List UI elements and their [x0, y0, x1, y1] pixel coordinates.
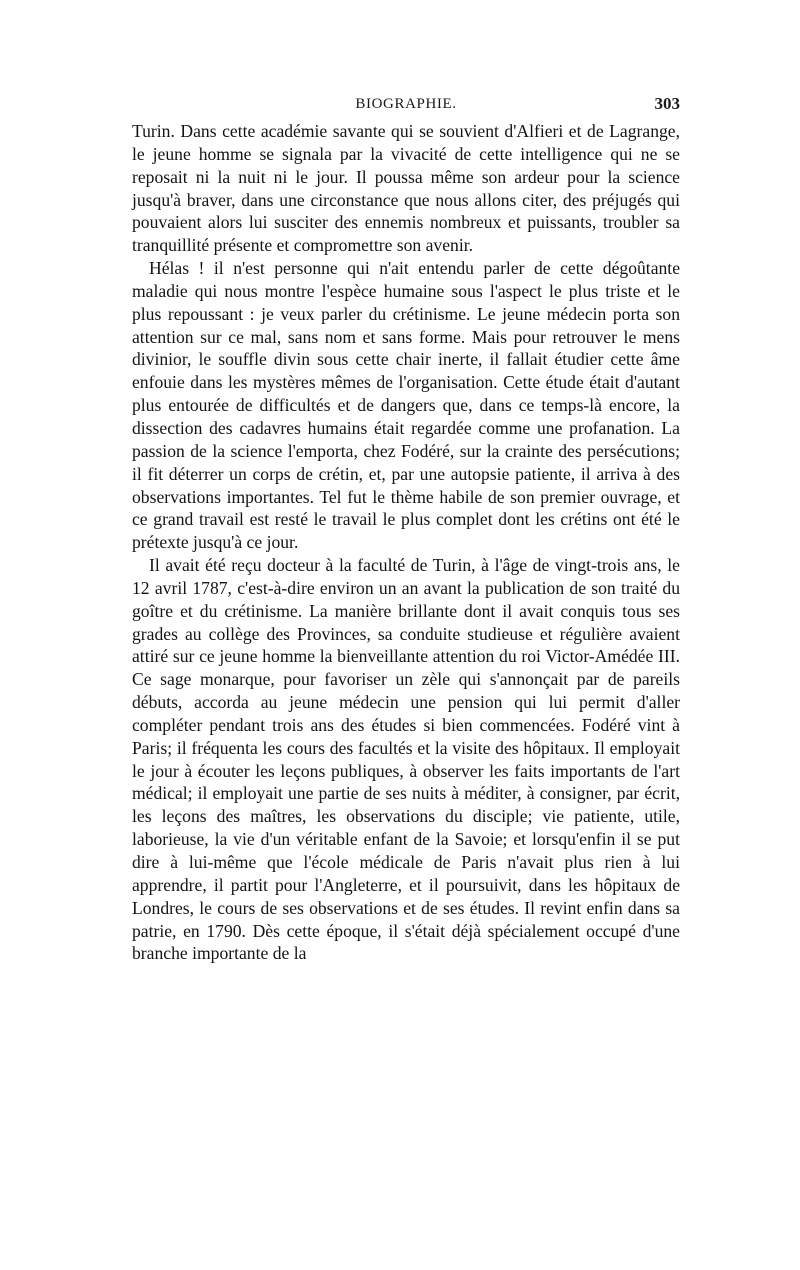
- paragraph-1: Turin. Dans cette académie savante qui se souvient d'Alfieri et de Lagrange, le jeune homme se signala par la vivacité de cette intelligence qui ne se reposait ni la nuit ni le jour. Il poussa même son ardeur pour la science jusqu'à braver, dans une circonstance que nous allons citer, des préjugés qui pouvaient alors lui susciter des ennemis nombreux et puissants, troubler sa tranquillité présente et compromettre son avenir.: [132, 121, 680, 256]
- book-page: [132, 92, 680, 965]
- page-number: 303: [654, 94, 680, 113]
- running-head: [132, 92, 680, 118]
- paragraph-3: Il avait été reçu docteur à la faculté de Turin, à l'âge de vingt-trois ans, le 12 avril 1787, c'est-à-dire environ un an avant la publication de son traité du goître et du crétinisme. La manière brillante dont il avait conquis tous ses grades au collège des Provinces, sa conduite studieuse et régulière avaient attiré sur ce jeune homme la bienveillante attention du roi Victor-Amédée III. Ce sage monarque, pour favoriser un zèle qui s'annonçait par de pareils débuts, accorda au jeune médecin une pension qui lui permit d'aller compléter pendant trois ans des études si bien commencées. Fodéré vint à Paris; il fréquenta les cours des facultés et la visite des hôpitaux. Il employait le jour à écouter les leçons publiques, à observer les faits importants de l'art médical; il employait une partie de ses nuits à méditer, à consigner, par écrit, les leçons des maîtres, les observations du disciple; vie patiente, utile, laborieuse, la vie d'un véritable enfant de la Savoie; et lorsqu'enfin il se put dire à lui-même que l'école médicale de Paris n'avait plus rien à lui apprendre, il partit pour l'Angleterre, et il poursuivit, dans les hôpitaux de Londres, le cours de ses observations et de ses études. Il revint enfin dans sa patrie, en 1790. Dès cette époque, il s'était déjà spécialement occupé d'une branche importante de la: [132, 555, 680, 964]
- body-text: [132, 120, 680, 965]
- running-title: BIOGRAPHIE.: [355, 96, 457, 112]
- paragraph-2: Hélas ! il n'est personne qui n'ait entendu parler de cette dégoûtante maladie qui nous montre l'espèce humaine sous l'aspect le plus triste et le plus repoussant : je veux parler du crétinisme. Le jeune médecin porta son attention sur ce mal, sans nom et sans forme. Mais pour retrouver le mens divinior, le souffle divin sous cette chair inerte, il fallait étudier cette âme enfouie dans les mystères mêmes de l'organisation. Cette étude était d'autant plus entourée de difficultés et de dangers que, dans ce temps-là encore, la dissection des cadavres humains était regardée comme une profanation. La passion de la science l'emporta, chez Fodéré, sur la crainte des persécutions; il fit déterrer un corps de crétin, et, par une autopsie patiente, il arriva à des observations importantes. Tel fut le thème habile de son premier ouvrage, et ce grand travail est resté le travail le plus complet dont les crétins ont été le prétexte jusqu'à ce jour.: [132, 258, 680, 553]
